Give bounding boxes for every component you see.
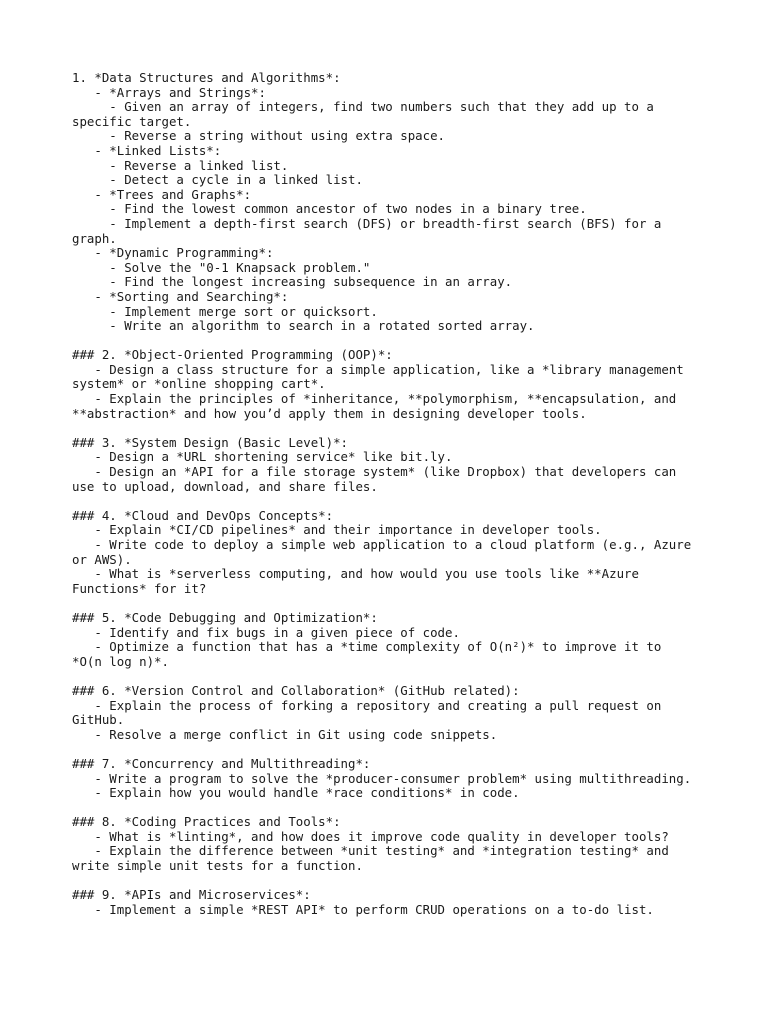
- text-line: - Find the longest increasing subsequence in an array.: [72, 274, 513, 290]
- text-line: - Solve the "0-1 Knapsack problem.": [72, 259, 371, 275]
- text-line: - *Dynamic Programming*:: [72, 245, 274, 261]
- text-line: - Design an *API for a file storage system* (like Dropbox) that developers can: [72, 464, 677, 480]
- text-line: specific target.: [72, 113, 192, 129]
- text-line: ### 5. *Code Debugging and Optimization*:: [72, 609, 378, 625]
- text-line: ### 6. *Version Control and Collaboration* (GitHub related):: [72, 682, 520, 698]
- text-line: - What is *serverless computing, and how would you use tools like **Azure: [72, 566, 639, 582]
- text-line: - Explain the difference between *unit testing* and *integration testing* and: [72, 843, 669, 859]
- text-line: - Design a *URL shortening service* like bit.ly.: [72, 449, 453, 465]
- blank-line: [72, 669, 712, 684]
- text-line: - Reverse a string without using extra space.: [72, 128, 445, 144]
- text-line: graph.: [72, 230, 117, 246]
- blank-line: [72, 874, 712, 889]
- text-line: - Optimize a function that has a *time complexity of O(n²)* to improve it to: [72, 639, 662, 655]
- blank-line: [72, 334, 712, 349]
- text-line: ### 4. *Cloud and DevOps Concepts*:: [72, 507, 334, 523]
- text-line: - Write code to deploy a simple web application to a cloud platform (e.g., Azure: [72, 537, 692, 552]
- text-line: - Identify and fix bugs in a given piece of code.: [72, 624, 460, 640]
- text-line: - *Trees and Graphs*:: [72, 186, 252, 202]
- blank-line: [72, 421, 712, 436]
- blank-line: [72, 742, 712, 757]
- text-line: - What is *linting*, and how does it improve code quality in developer tools?: [72, 828, 669, 844]
- text-line: - Explain *CI/CD pipelines* and their importance in developer tools.: [72, 522, 602, 538]
- text-line: *O(n log n)*.: [72, 653, 169, 669]
- text-line: - Given an array of integers, find two numbers such that they add up to a: [72, 99, 654, 115]
- text-line: ### 8. *Coding Practices and Tools*:: [72, 814, 341, 830]
- document-text: [72, 71, 712, 917]
- text-line: ### 9. *APIs and Microservices*:: [72, 887, 311, 903]
- text-line: write simple unit tests for a function.: [72, 858, 363, 874]
- text-line: - Explain the process of forking a repository and creating a pull request on: [72, 697, 662, 713]
- text-line: ### 2. *Object-Oriented Programming (OOP)*:: [72, 347, 393, 363]
- text-line: - Resolve a merge conflict in Git using code snippets.: [72, 726, 498, 742]
- text-line: - Write an algorithm to search in a rotated sorted array.: [72, 318, 535, 334]
- text-line: - *Arrays and Strings*:: [72, 84, 266, 100]
- text-line: - *Linked Lists*:: [72, 142, 222, 158]
- blank-line: [72, 801, 712, 816]
- text-line: - Explain the principles of *inheritance, **polymorphism, **encapsulation, and: [72, 391, 677, 407]
- text-line: GitHub.: [72, 712, 125, 728]
- text-line: - Design a class structure for a simple application, like a *library management: [72, 361, 684, 377]
- text-line: - Implement a depth-first search (DFS) or breadth-first search (BFS) for a: [72, 215, 662, 231]
- text-line: - Explain how you would handle *race conditions* in code.: [72, 785, 520, 801]
- text-line: Functions* for it?: [72, 580, 207, 596]
- text-line: - Implement a simple *REST API* to perform CRUD operations on a to-do list.: [72, 901, 654, 917]
- text-line: - *Sorting and Searching*:: [72, 288, 289, 304]
- text-line: system* or *online shopping cart*.: [72, 376, 326, 392]
- text-line: ### 7. *Concurrency and Multithreading*:: [72, 755, 371, 771]
- text-line: - Detect a cycle in a linked list.: [72, 172, 363, 188]
- text-line: 1. *Data Structures and Algorithms*:: [72, 70, 341, 85]
- text-line: use to upload, download, and share files.: [72, 478, 378, 494]
- blank-line: [72, 596, 712, 611]
- text-line: **abstraction* and how you’d apply them in designing developer tools.: [72, 405, 587, 421]
- text-line: ### 3. *System Design (Basic Level)*:: [72, 434, 349, 450]
- text-line: - Reverse a linked list.: [72, 157, 289, 173]
- text-line: - Write a program to solve the *producer-consumer problem* using multithreading.: [72, 770, 692, 786]
- text-line: or AWS).: [72, 551, 132, 567]
- blank-line: [72, 494, 712, 509]
- text-line: - Find the lowest common ancestor of two nodes in a binary tree.: [72, 201, 587, 217]
- text-line: - Implement merge sort or quicksort.: [72, 303, 378, 319]
